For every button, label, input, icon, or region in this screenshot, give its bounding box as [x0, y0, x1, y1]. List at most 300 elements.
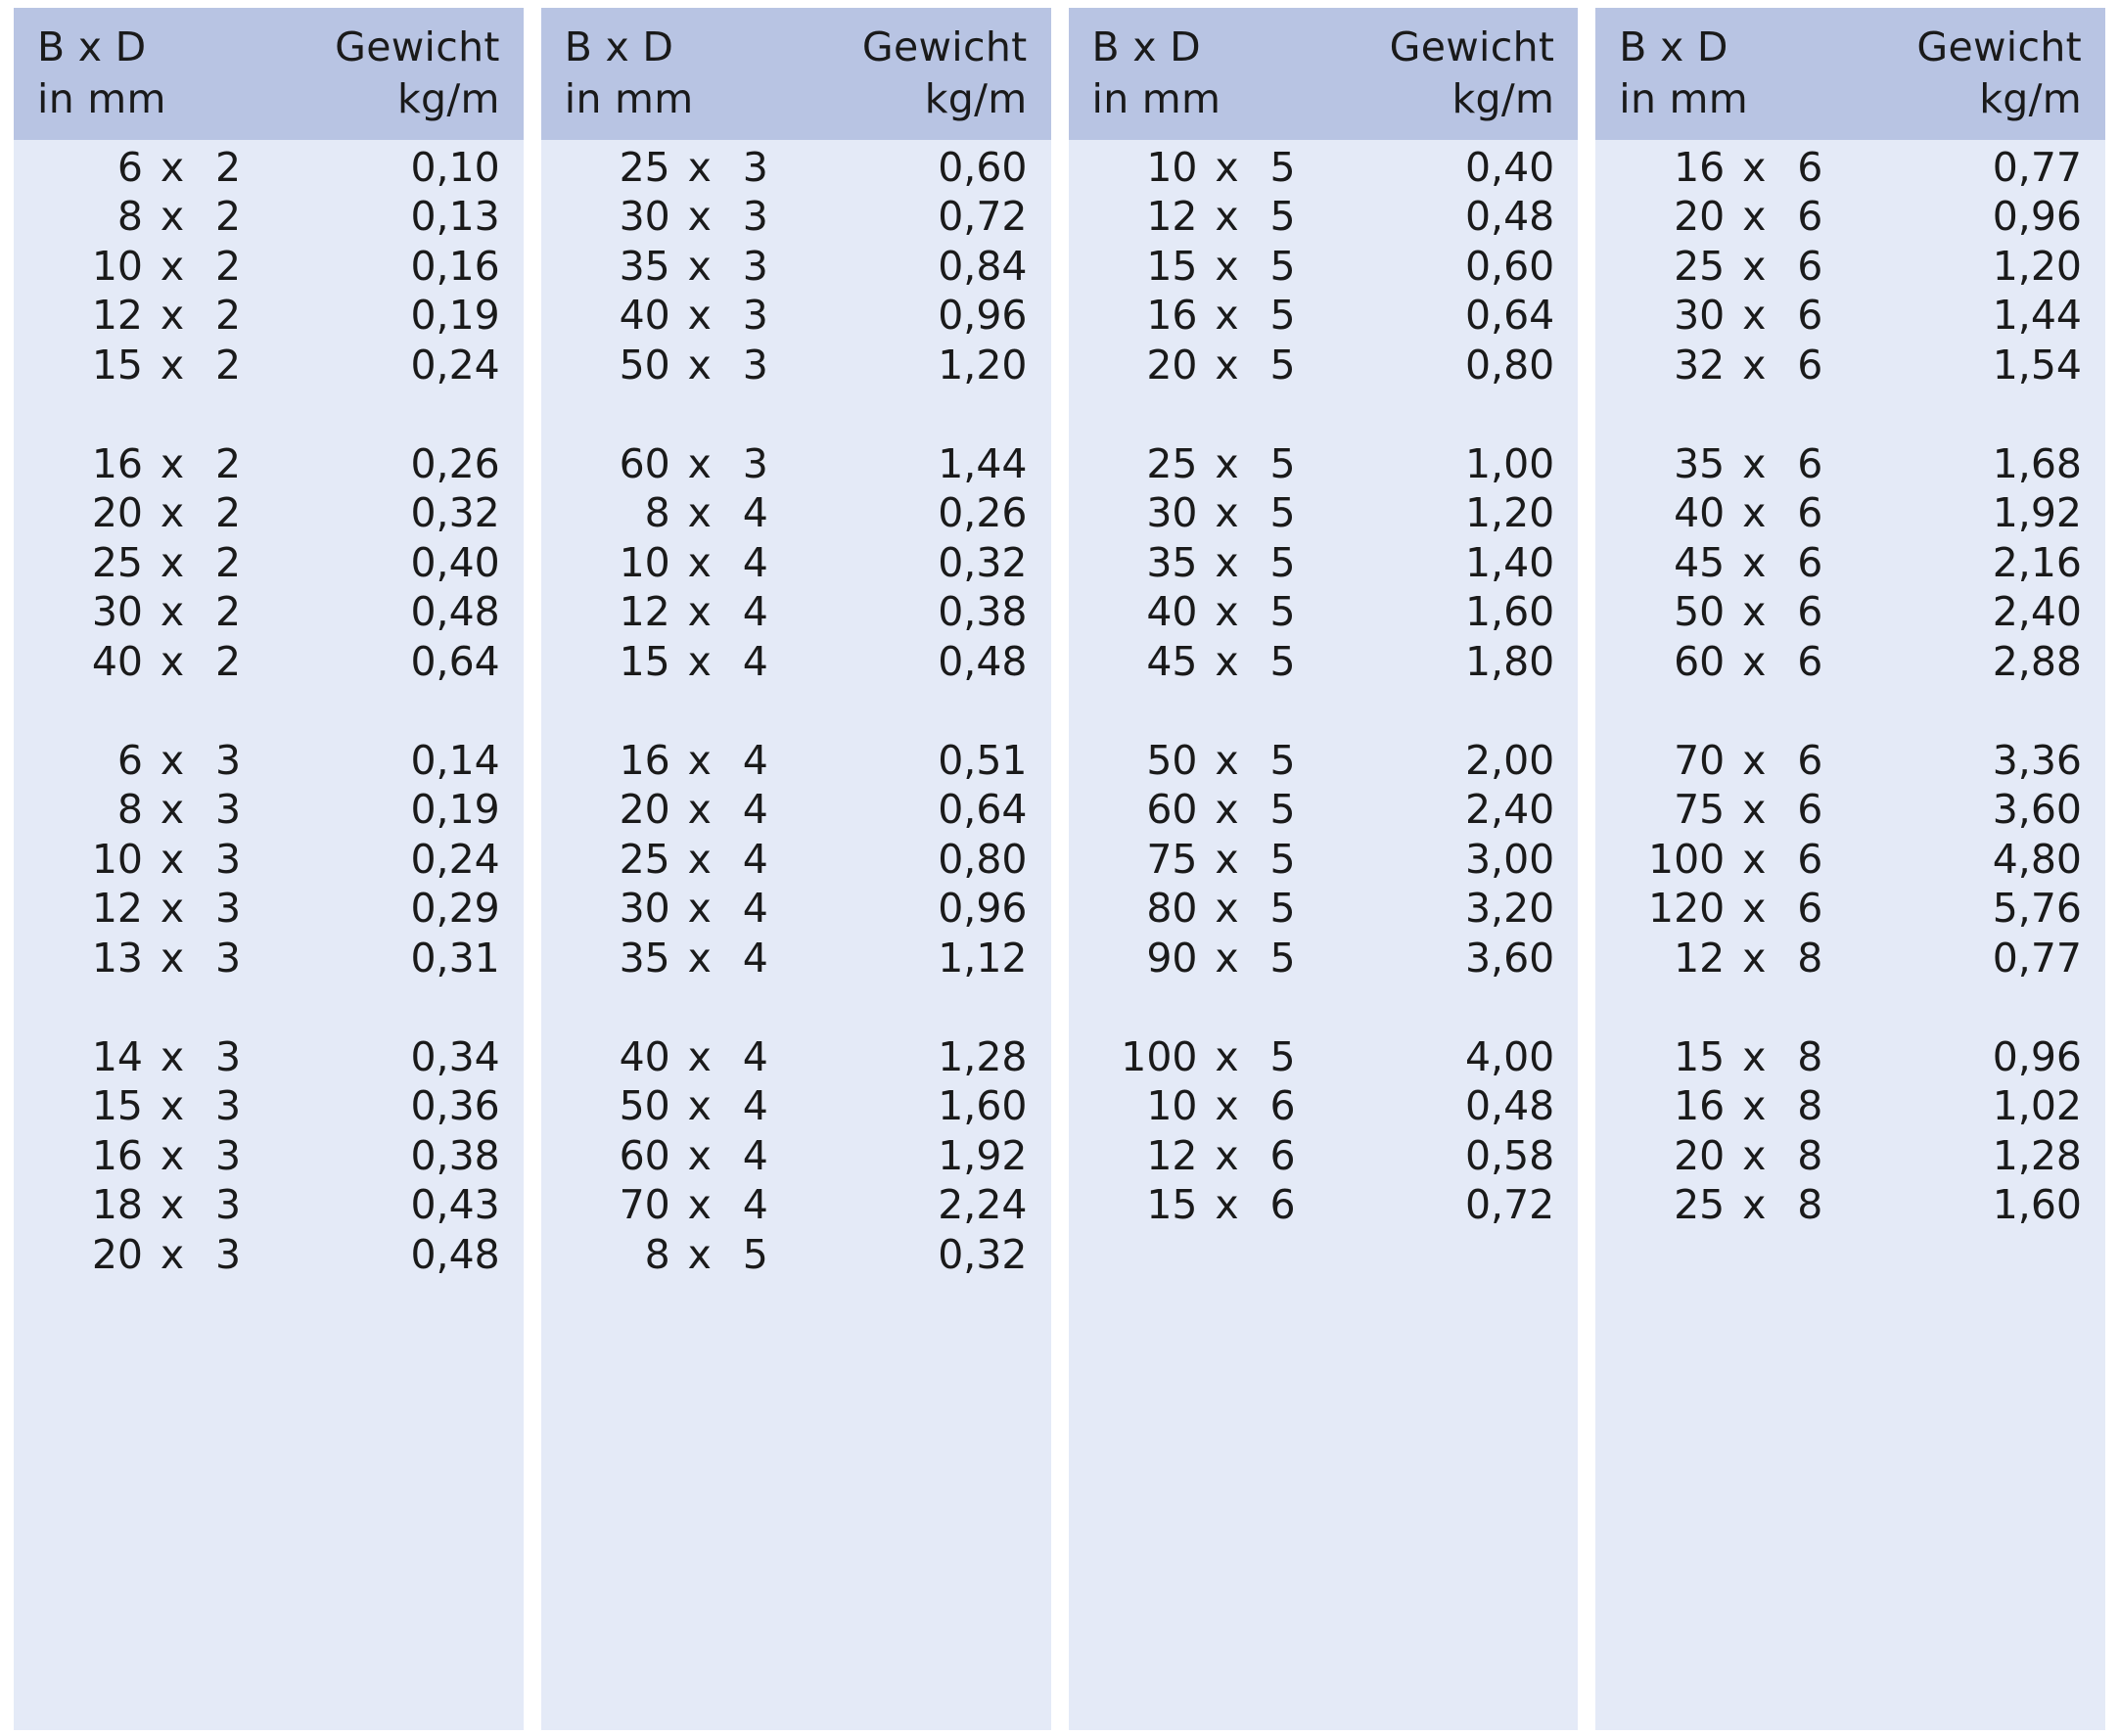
- table-column-2: [541, 8, 1051, 1730]
- dimension-b: 100: [1647, 835, 1726, 883]
- header-dimension-line2: in mm: [37, 75, 166, 123]
- table-row: [1619, 539, 2082, 589]
- row-spacer: [565, 390, 1028, 440]
- dimension-cell: [1619, 836, 1883, 883]
- dimension-b: 6: [116, 143, 143, 191]
- dimension-b: 90: [1146, 934, 1198, 982]
- weight-cell: 0,48: [938, 637, 1028, 685]
- dimension-separator: x: [687, 1131, 712, 1179]
- dimension-d: 4: [742, 1181, 768, 1229]
- table-row: [1092, 1082, 1555, 1132]
- dimension-b: 40: [619, 1032, 670, 1080]
- dimension-cell: [1619, 292, 1883, 339]
- dimension-cell: [565, 935, 829, 982]
- dimension-cell: [565, 1181, 829, 1228]
- weight-cell: 2,00: [1464, 736, 1555, 784]
- row-spacer: [37, 983, 500, 1033]
- dimension-cell: [565, 786, 829, 833]
- dimension-cell: [1619, 786, 1883, 833]
- dimension-b: 30: [1146, 489, 1198, 537]
- dimension-d: 2: [215, 588, 242, 636]
- weight-cell: 0,32: [938, 538, 1028, 586]
- dimension-d: 2: [215, 242, 242, 290]
- dimension-separator: x: [687, 1032, 712, 1080]
- table-row: [37, 193, 500, 243]
- weight-cell: 1,54: [1992, 341, 2082, 388]
- dimension-b: 12: [91, 292, 143, 340]
- weight-cell: 0,36: [410, 1082, 500, 1130]
- dimension-cell: [1092, 342, 1357, 388]
- table-row: [565, 1231, 1028, 1281]
- dimension-cell: [37, 1231, 301, 1278]
- dimension-d: 3: [215, 1082, 242, 1130]
- dimension-separator: x: [1215, 736, 1239, 784]
- weight-cell: 0,80: [938, 835, 1028, 883]
- weight-cell: 0,31: [410, 934, 500, 982]
- weight-cell: 0,14: [410, 736, 500, 784]
- weight-cell: 0,19: [410, 292, 500, 340]
- table-row: [1092, 588, 1555, 638]
- dimension-cell: [565, 1082, 829, 1129]
- dimension-cell: [1092, 489, 1357, 536]
- dimension-b: 32: [1674, 341, 1726, 388]
- weight-cell: 2,40: [1992, 588, 2082, 636]
- weight-cell: 0,64: [1464, 292, 1555, 340]
- dimension-cell: [1619, 144, 1883, 191]
- dimension-cell: [1619, 1082, 1883, 1129]
- dimension-d: 4: [742, 786, 768, 834]
- dimension-cell: [1092, 440, 1357, 487]
- dimension-d: 4: [742, 835, 768, 883]
- dimension-cell: [37, 786, 301, 833]
- dimension-b: 20: [1674, 1131, 1726, 1179]
- column-header-1: [14, 8, 524, 140]
- table-row: [37, 588, 500, 638]
- dimension-d: 2: [215, 439, 242, 487]
- dimension-separator: x: [1742, 1032, 1767, 1080]
- table-row: [1619, 342, 2082, 391]
- dimension-separator: x: [160, 1131, 185, 1179]
- table-row: [1619, 144, 2082, 194]
- dimension-cell: [565, 836, 829, 883]
- weight-cell: 0,40: [410, 538, 500, 586]
- dimension-d: 6: [1797, 538, 1823, 586]
- dimension-d: 3: [215, 1230, 242, 1278]
- table-row: [565, 144, 1028, 194]
- dimension-b: 100: [1121, 1032, 1198, 1080]
- table-row: [1619, 243, 2082, 293]
- dimension-cell: [1619, 193, 1883, 240]
- dimension-cell: [1619, 885, 1883, 932]
- dimension-cell: [565, 588, 829, 635]
- dimension-separator: x: [1742, 143, 1767, 191]
- header-dimension-line1: B x D: [37, 23, 147, 70]
- dimension-separator: x: [1742, 885, 1767, 933]
- dimension-b: 16: [1674, 143, 1726, 191]
- dimension-separator: x: [1742, 637, 1767, 685]
- header-dimension-line1: B x D: [564, 23, 674, 70]
- dimension-b: 70: [1674, 736, 1726, 784]
- table-row: [1092, 489, 1555, 539]
- dimension-cell: [1092, 1082, 1357, 1129]
- dimension-separator: x: [687, 934, 712, 982]
- table-row: [37, 1132, 500, 1182]
- dimension-b: 14: [91, 1032, 143, 1080]
- dimension-b: 15: [619, 637, 670, 685]
- dimension-cell: [37, 539, 301, 586]
- weight-cell: 0,19: [410, 786, 500, 834]
- weight-cell: 0,58: [1464, 1131, 1555, 1179]
- dimension-cell: [1092, 243, 1357, 290]
- dimension-b: 8: [644, 1230, 670, 1278]
- dimension-cell: [1092, 885, 1357, 932]
- dimension-separator: x: [160, 1230, 185, 1278]
- table-row: [565, 935, 1028, 984]
- table-row: [1619, 1033, 2082, 1083]
- weight-cell: 1,92: [938, 1131, 1028, 1179]
- column-body-3: [1069, 140, 1579, 1730]
- dimension-b: 30: [1674, 292, 1726, 340]
- column-header-4: [1595, 8, 2105, 140]
- dimension-d: 8: [1797, 1082, 1823, 1130]
- table-row: [565, 885, 1028, 935]
- dimension-b: 12: [619, 588, 670, 636]
- dimension-b: 12: [1674, 934, 1726, 982]
- weight-cell: 0,51: [938, 736, 1028, 784]
- row-spacer: [565, 687, 1028, 737]
- dimension-cell: [1619, 1132, 1883, 1179]
- table-row: [37, 243, 500, 293]
- table-row: [565, 1033, 1028, 1083]
- dimension-cell: [1619, 737, 1883, 784]
- header-weight-label: [1916, 22, 2082, 126]
- weight-cell: 1,60: [1992, 1181, 2082, 1229]
- dimension-cell: [565, 539, 829, 586]
- weight-cell: 1,12: [938, 934, 1028, 982]
- dimension-b: 20: [1674, 193, 1726, 241]
- header-dimension-line2: in mm: [1619, 75, 1749, 123]
- weight-cell: 0,96: [938, 885, 1028, 933]
- dimension-cell: [1092, 588, 1357, 635]
- dimension-cell: [1092, 638, 1357, 685]
- dimension-separator: x: [160, 1032, 185, 1080]
- weight-cell: 4,80: [1992, 835, 2082, 883]
- header-dimension-line1: B x D: [1619, 23, 1728, 70]
- dimension-b: 25: [619, 143, 670, 191]
- dimension-d: 4: [742, 538, 768, 586]
- header-weight-label: [1390, 22, 1555, 126]
- dimension-separator: x: [160, 588, 185, 636]
- table-row: [1619, 193, 2082, 243]
- weight-cell: 0,48: [1464, 1082, 1555, 1130]
- dimension-d: 3: [215, 885, 242, 933]
- header-dimension-line2: in mm: [564, 75, 694, 123]
- table-row: [37, 885, 500, 935]
- dimension-separator: x: [1742, 1131, 1767, 1179]
- dimension-d: 5: [1269, 143, 1296, 191]
- weight-cell: 1,60: [1464, 588, 1555, 636]
- dimension-b: 20: [619, 786, 670, 834]
- dimension-separator: x: [160, 786, 185, 834]
- dimension-cell: [1092, 1033, 1357, 1080]
- dimension-separator: x: [1215, 292, 1239, 340]
- table-row: [565, 342, 1028, 391]
- weight-cell: 0,24: [410, 341, 500, 388]
- dimension-cell: [37, 489, 301, 536]
- dimension-d: 6: [1797, 242, 1823, 290]
- dimension-d: 2: [215, 193, 242, 241]
- weight-cell: 0,26: [410, 439, 500, 487]
- dimension-d: 5: [1269, 1032, 1296, 1080]
- table-row: [1092, 885, 1555, 935]
- column-header-2: [541, 8, 1051, 140]
- dimension-cell: [37, 1181, 301, 1228]
- dimension-b: 20: [91, 1230, 143, 1278]
- row-spacer: [1619, 1231, 2082, 1281]
- weight-cell: 0,72: [1464, 1181, 1555, 1229]
- dimension-b: 15: [91, 1082, 143, 1130]
- dimension-d: 5: [1269, 489, 1296, 537]
- weight-cell: 3,20: [1464, 885, 1555, 933]
- row-spacer: [37, 687, 500, 737]
- table-row: [1092, 737, 1555, 787]
- table-row: [37, 144, 500, 194]
- table-row: [1619, 588, 2082, 638]
- dimension-cell: [565, 1033, 829, 1080]
- header-weight-label: [335, 22, 500, 126]
- dimension-separator: x: [1742, 934, 1767, 982]
- column-body-1: [14, 140, 524, 1730]
- dimension-separator: x: [687, 143, 712, 191]
- table-row: [565, 1132, 1028, 1182]
- dimension-cell: [37, 144, 301, 191]
- weight-cell: 0,34: [410, 1032, 500, 1080]
- dimension-separator: x: [1742, 489, 1767, 537]
- dimension-cell: [1092, 144, 1357, 191]
- table-row: [1619, 935, 2082, 984]
- dimension-separator: x: [160, 292, 185, 340]
- table-row: [565, 539, 1028, 589]
- dimension-cell: [37, 1033, 301, 1080]
- dimension-cell: [565, 885, 829, 932]
- header-weight-line2: kg/m: [924, 75, 1028, 123]
- weight-cell: 0,77: [1992, 934, 2082, 982]
- weight-cell: 0,29: [410, 885, 500, 933]
- dimension-separator: x: [160, 835, 185, 883]
- dimension-d: 6: [1797, 637, 1823, 685]
- dimension-d: 3: [742, 193, 768, 241]
- table-row: [1092, 243, 1555, 293]
- dimension-cell: [565, 292, 829, 339]
- table-row: [37, 935, 500, 984]
- weight-cell: 0,16: [410, 242, 500, 290]
- header-weight-line1: Gewicht: [1389, 23, 1555, 70]
- dimension-cell: [37, 193, 301, 240]
- weight-cell: 0,38: [410, 1131, 500, 1179]
- table-row: [37, 1082, 500, 1132]
- table-row: [37, 836, 500, 886]
- dimension-b: 20: [91, 489, 143, 537]
- table-row: [1092, 539, 1555, 589]
- header-weight-line2: kg/m: [397, 75, 500, 123]
- dimension-b: 35: [1146, 538, 1198, 586]
- dimension-separator: x: [687, 885, 712, 933]
- dimension-b: 16: [1674, 1082, 1726, 1130]
- table-row: [1619, 737, 2082, 787]
- dimension-b: 35: [619, 242, 670, 290]
- dimension-b: 75: [1146, 835, 1198, 883]
- dimension-cell: [37, 1132, 301, 1179]
- dimension-separator: x: [687, 736, 712, 784]
- table-row: [565, 786, 1028, 836]
- table-row: [37, 539, 500, 589]
- row-spacer: [1092, 687, 1555, 737]
- dimension-cell: [565, 342, 829, 388]
- dimension-separator: x: [1742, 835, 1767, 883]
- dimension-b: 35: [619, 934, 670, 982]
- weight-cell: 0,77: [1992, 143, 2082, 191]
- dimension-cell: [37, 243, 301, 290]
- table-row: [1092, 144, 1555, 194]
- dimension-cell: [1092, 193, 1357, 240]
- dimension-separator: x: [1742, 1082, 1767, 1130]
- dimension-b: 10: [619, 538, 670, 586]
- dimension-separator: x: [1215, 242, 1239, 290]
- dimension-separator: x: [1215, 193, 1239, 241]
- dimension-d: 4: [742, 637, 768, 685]
- column-body-4: [1595, 140, 2105, 1730]
- dimension-separator: x: [687, 588, 712, 636]
- dimension-d: 4: [742, 1131, 768, 1179]
- dimension-d: 4: [742, 1082, 768, 1130]
- weight-cell: 1,00: [1464, 439, 1555, 487]
- dimension-separator: x: [1742, 292, 1767, 340]
- dimension-b: 16: [619, 736, 670, 784]
- dimension-cell: [1619, 489, 1883, 536]
- dimension-d: 2: [215, 143, 242, 191]
- dimension-separator: x: [1215, 489, 1239, 537]
- dimension-separator: x: [687, 439, 712, 487]
- dimension-separator: x: [160, 439, 185, 487]
- dimension-d: 3: [215, 1032, 242, 1080]
- weight-cell: 1,44: [1992, 292, 2082, 340]
- dimension-d: 3: [742, 292, 768, 340]
- weight-cell: 1,80: [1464, 637, 1555, 685]
- table-row: [565, 292, 1028, 342]
- dimension-separator: x: [1215, 341, 1239, 388]
- dimension-separator: x: [1742, 193, 1767, 241]
- dimension-separator: x: [687, 489, 712, 537]
- dimension-b: 10: [1146, 143, 1198, 191]
- dimension-d: 6: [1269, 1082, 1296, 1130]
- dimension-b: 50: [619, 341, 670, 388]
- dimension-b: 60: [619, 439, 670, 487]
- dimension-cell: [1619, 539, 1883, 586]
- dimension-b: 25: [1674, 1181, 1726, 1229]
- dimension-b: 15: [1146, 242, 1198, 290]
- table-row: [37, 1181, 500, 1231]
- dimension-b: 16: [91, 439, 143, 487]
- dimension-d: 2: [215, 341, 242, 388]
- table-row: [565, 588, 1028, 638]
- weight-cell: 0,64: [410, 637, 500, 685]
- dimension-d: 3: [742, 242, 768, 290]
- dimension-cell: [37, 440, 301, 487]
- weight-cell: 0,43: [410, 1181, 500, 1229]
- table-row: [37, 292, 500, 342]
- table-row: [37, 440, 500, 490]
- weight-cell: 1,68: [1992, 439, 2082, 487]
- weight-cell: 0,32: [938, 1230, 1028, 1278]
- dimension-separator: x: [1742, 588, 1767, 636]
- dimension-cell: [565, 1231, 829, 1278]
- dimension-b: 60: [1674, 637, 1726, 685]
- weight-cell: 1,02: [1992, 1082, 2082, 1130]
- table-row: [1619, 836, 2082, 886]
- dimension-separator: x: [687, 341, 712, 388]
- table-row: [37, 1033, 500, 1083]
- row-spacer: [1092, 390, 1555, 440]
- table-row: [1092, 292, 1555, 342]
- table-row: [1619, 885, 2082, 935]
- dimension-separator: x: [1742, 736, 1767, 784]
- dimension-b: 40: [619, 292, 670, 340]
- dimension-cell: [1619, 342, 1883, 388]
- dimension-b: 16: [91, 1131, 143, 1179]
- dimension-separator: x: [1215, 1032, 1239, 1080]
- dimension-cell: [565, 489, 829, 536]
- dimension-separator: x: [160, 242, 185, 290]
- dimension-cell: [1092, 786, 1357, 833]
- dimension-b: 120: [1647, 885, 1726, 933]
- dimension-cell: [565, 193, 829, 240]
- dimension-d: 5: [1269, 786, 1296, 834]
- weight-cell: 0,40: [1464, 143, 1555, 191]
- weight-cell: 2,24: [938, 1181, 1028, 1229]
- table-row: [1619, 489, 2082, 539]
- dimension-separator: x: [160, 143, 185, 191]
- weight-cell: 0,24: [410, 835, 500, 883]
- dimension-separator: x: [1215, 1131, 1239, 1179]
- header-weight-line2: kg/m: [1451, 75, 1555, 123]
- table-row: [1092, 440, 1555, 490]
- table-row: [1092, 836, 1555, 886]
- dimension-cell: [1092, 1132, 1357, 1179]
- dimension-d: 8: [1797, 934, 1823, 982]
- dimension-cell: [1092, 836, 1357, 883]
- dimension-cell: [37, 935, 301, 982]
- header-weight-line1: Gewicht: [861, 23, 1028, 70]
- dimension-cell: [1619, 243, 1883, 290]
- dimension-separator: x: [1215, 588, 1239, 636]
- header-weight-line1: Gewicht: [1916, 23, 2082, 70]
- dimension-b: 15: [1674, 1032, 1726, 1080]
- dimension-b: 10: [91, 242, 143, 290]
- dimension-cell: [1092, 737, 1357, 784]
- table-row: [1092, 1132, 1555, 1182]
- dimension-separator: x: [160, 637, 185, 685]
- dimension-d: 6: [1797, 193, 1823, 241]
- dimension-d: 4: [742, 489, 768, 537]
- dimension-separator: x: [687, 292, 712, 340]
- table-row: [1619, 786, 2082, 836]
- dimension-d: 3: [215, 1181, 242, 1229]
- table-row: [37, 638, 500, 688]
- table-row: [1092, 1033, 1555, 1083]
- column-body-2: [541, 140, 1051, 1730]
- dimension-separator: x: [160, 489, 185, 537]
- dimension-separator: x: [1215, 885, 1239, 933]
